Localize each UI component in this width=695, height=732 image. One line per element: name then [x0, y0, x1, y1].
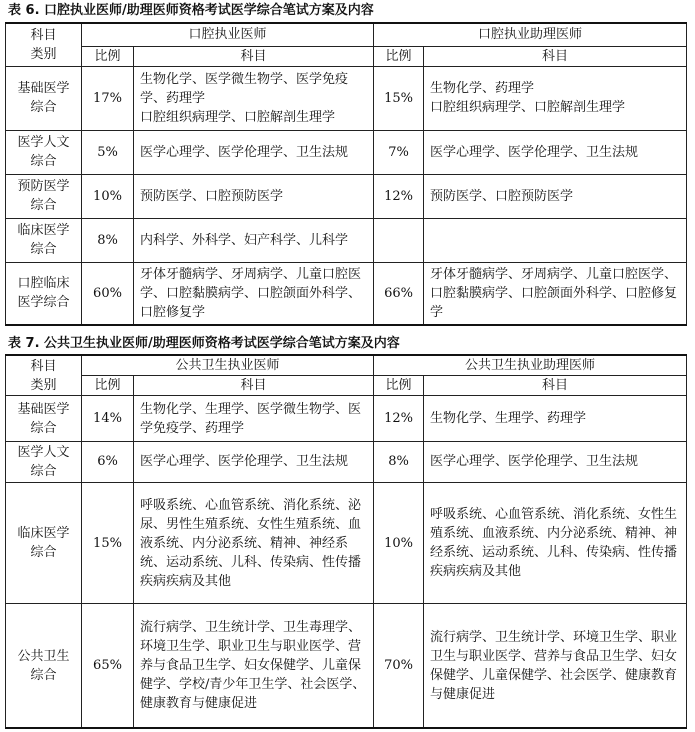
- table7-header-ratio-b: 比例: [374, 376, 424, 396]
- table-row: [6, 441, 687, 482]
- table6-header-group-b: 口腔执业助理医师: [374, 23, 687, 46]
- subjects-cell: 牙体牙髓病学、牙周病学、儿童口腔医学、口腔黏膜病学、口腔颌面外科学、口腔修复学: [134, 262, 374, 325]
- table6-subheader-row: [6, 46, 687, 66]
- table7-header-row: [6, 355, 687, 376]
- subjects-cell: 生物化学、药理学 口腔组织病理学、口腔解剖生理学: [424, 66, 687, 130]
- subjects-cell: 医学心理学、医学伦理学、卫生法规: [134, 130, 374, 174]
- subjects-cell: 呼吸系统、心血管系统、消化系统、泌尿、男性生殖系统、女性生殖系统、血液系统、内分泌系统、精神、神经系统、运动系统、儿科、传染病、性传播疾病疾病及其他: [134, 483, 374, 604]
- table6-header-category: 科目 类别: [6, 23, 82, 66]
- table-row: [6, 174, 687, 218]
- ratio-cell: 7%: [374, 130, 424, 174]
- table-row: [6, 66, 687, 130]
- subjects-cell: 内科学、外科学、妇产科学、儿科学: [134, 218, 374, 262]
- ratio-cell: 15%: [82, 483, 134, 604]
- subjects-cell: 生物化学、医学微生物学、医学免疫学、药理学 口腔组织病理学、口腔解剖生理学: [134, 66, 374, 130]
- subjects-cell: 医学心理学、医学伦理学、卫生法规: [424, 130, 687, 174]
- category-cell: 基础医学 综合: [6, 66, 82, 130]
- category-cell: 口腔临床 医学综合: [6, 262, 82, 325]
- subjects-cell: [424, 218, 687, 262]
- table7-header-ratio-a: 比例: [82, 376, 134, 396]
- table7-caption: 表 7. 公共卫生执业医师/助理医师资格考试医学综合笔试方案及内容: [8, 336, 400, 351]
- category-cell: 基础医学 综合: [6, 396, 82, 441]
- table7-header-subjects-b: 科目: [424, 376, 687, 396]
- ratio-cell: 12%: [374, 396, 424, 441]
- table6-header-group-a: 口腔执业医师: [82, 23, 374, 46]
- table6-header-row: [6, 23, 687, 46]
- table-row: [6, 604, 687, 728]
- ratio-cell: 70%: [374, 604, 424, 728]
- table7: [5, 354, 687, 729]
- category-cell: 临床医学 综合: [6, 483, 82, 604]
- ratio-cell: 6%: [82, 441, 134, 482]
- subjects-cell: 牙体牙髓病学、牙周病学、儿童口腔医学、口腔黏膜病学、口腔颌面外科学、口腔修复学: [424, 262, 687, 325]
- subjects-cell: 呼吸系统、心血管系统、消化系统、女性生殖系统、血液系统、内分泌系统、精神、神经系统、运动系统、儿科、传染病、性传播疾病疾病及其他: [424, 483, 687, 604]
- table7-header-subjects-a: 科目: [134, 376, 374, 396]
- subjects-cell: 预防医学、口腔预防医学: [134, 174, 374, 218]
- subjects-cell: 流行病学、卫生统计学、卫生毒理学、环境卫生学、职业卫生与职业医学、营养与食品卫生学、妇女保健学、儿童保健学、学校/青少年卫生学、社会医学、健康教育与健康促进: [134, 604, 374, 728]
- subjects-cell: 医学心理学、医学伦理学、卫生法规: [134, 441, 374, 482]
- ratio-cell: [374, 218, 424, 262]
- subjects-cell: 生物化学、生理学、药理学: [424, 396, 687, 441]
- category-cell: 医学人文 综合: [6, 441, 82, 482]
- table-row: [6, 130, 687, 174]
- table7-header-group-a: 公共卫生执业医师: [82, 355, 374, 376]
- ratio-cell: 10%: [82, 174, 134, 218]
- table-row: [6, 396, 687, 441]
- ratio-cell: 8%: [374, 441, 424, 482]
- table-row: [6, 262, 687, 325]
- ratio-cell: 10%: [374, 483, 424, 604]
- table-row: [6, 218, 687, 262]
- category-cell: 临床医学 综合: [6, 218, 82, 262]
- subjects-cell: 医学心理学、医学伦理学、卫生法规: [424, 441, 687, 482]
- ratio-cell: 66%: [374, 262, 424, 325]
- table6-header-ratio-b: 比例: [374, 46, 424, 66]
- ratio-cell: 12%: [374, 174, 424, 218]
- table6-header-ratio-a: 比例: [82, 46, 134, 66]
- table6-header-subjects-b: 科目: [424, 46, 687, 66]
- ratio-cell: 60%: [82, 262, 134, 325]
- ratio-cell: 15%: [374, 66, 424, 130]
- table6-header-subjects-a: 科目: [134, 46, 374, 66]
- ratio-cell: 5%: [82, 130, 134, 174]
- subjects-cell: 生物化学、生理学、医学微生物学、医学免疫学、药理学: [134, 396, 374, 441]
- ratio-cell: 17%: [82, 66, 134, 130]
- table7-header-group-b: 公共卫生执业助理医师: [374, 355, 687, 376]
- table-row: [6, 483, 687, 604]
- table7-subheader-row: [6, 376, 687, 396]
- subjects-cell: 预防医学、口腔预防医学: [424, 174, 687, 218]
- subjects-cell: 流行病学、卫生统计学、环境卫生学、职业卫生与职业医学、营养与食品卫生学、妇女保健学、儿童保健学、社会医学、健康教育与健康促进: [424, 604, 687, 728]
- table7-header-category: 科目 类别: [6, 355, 82, 396]
- category-cell: 医学人文 综合: [6, 130, 82, 174]
- category-cell: 公共卫生 综合: [6, 604, 82, 728]
- table6: [5, 22, 687, 326]
- table6-caption: 表 6. 口腔执业医师/助理医师资格考试医学综合笔试方案及内容: [8, 3, 374, 18]
- ratio-cell: 14%: [82, 396, 134, 441]
- ratio-cell: 8%: [82, 218, 134, 262]
- ratio-cell: 65%: [82, 604, 134, 728]
- category-cell: 预防医学 综合: [6, 174, 82, 218]
